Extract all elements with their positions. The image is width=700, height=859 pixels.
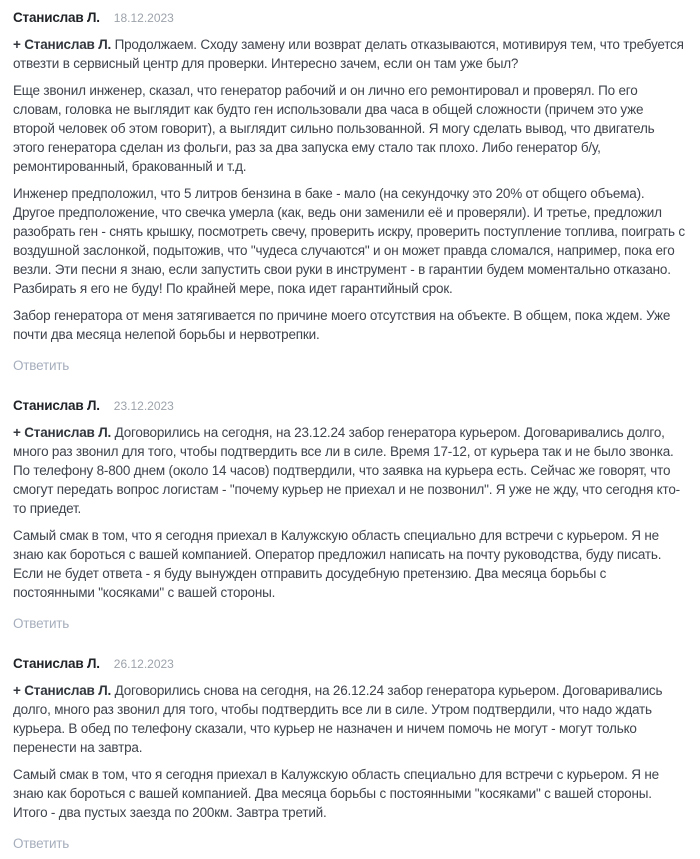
comment-date: 23.12.2023 (113, 399, 174, 413)
comment (13, 654, 686, 853)
comment-author: Станислав Л. (13, 10, 100, 25)
comment-author: Станислав Л. (13, 398, 100, 413)
comment-paragraph: Инженер предположил, что 5 литров бензина в баке - мало (на секундочку это 20% от общего объема). Другое предположение, что свечка умерла (как, ведь они заменили её и проверяли). И третье, предложил разобрать ген - снять крышку, посмотреть свечу, проверить искру, проверить поступление топлива, поиграть с воздушной заслонкой, подытожив, что "чудеса случаются" и он может правда сломался, например, пока его везли. Эти песни я знаю, если запустить свои руки в инструмент - в гарантии будем моментально отказано. Разбирать я его не буду! По крайней мере, пока идет гарантийный срок. (13, 186, 685, 296)
comment-paragraph: Еще звонил инженер, сказал, что генератор рабочий и он лично его ремонтировал и проверял. По его словам, головка не выглядит как будто ген использовали два часа в общей сложности (причем это уже второй человек об этом говорит), а выглядит сильно пользованной. Я могу сделать вывод, что двигатель этого генератора сделан из фольги, раз за два запуска ему стало так плохо. Либо генератор б/у, ремонтированный, бракованный и т.д. (13, 83, 655, 174)
reply-button[interactable]: Ответить (13, 836, 70, 851)
comment-author: Станислав Л. (13, 656, 100, 671)
comment-header (13, 8, 686, 28)
comment-date: 18.12.2023 (113, 11, 174, 25)
comment-paragraph (13, 423, 686, 518)
comment-header (13, 396, 686, 416)
comment-header (13, 654, 686, 674)
comment-paragraph: Забор генератора от меня затягивается по причине моего отсутствия на объекте. В общем, пока ждем. Уже почти два месяца нелепой борьбы и нервотрепки. (13, 308, 671, 342)
reply-button[interactable]: Ответить (13, 616, 70, 631)
paragraph-text: Договорились на сегодня, на 23.12.24 забор генератора курьером. Договаривались долго, много раз звонил для того, чтобы подтвердить все ли в силе. Время 17-12, от курьера так и не было звонка. По телефону 8-800 днем (около 14 часов) подтвердили, что заявка на курьера есть. Сейчас же говорят, что смогут передать вопрос логистам - "почему курьер не приехал и не позвонил". Я уже не жду, что сегодня кто-то приедет. (13, 425, 680, 516)
comment-paragraph: Самый смак в том, что я сегодня приехал в Калужскую область специально для встречи с курьером. Я не знаю как бороться с вашей компанией. Оператор предложил написать на почту руководства, буду писать. Если не будет ответа - я буду вынужден отправить досудебную претензию. Два месяца борьбы с постоянными "косяками" с вашей стороны. (13, 528, 662, 600)
comment-paragraph (13, 681, 686, 757)
comment (13, 396, 686, 633)
paragraph-text: Договорились снова на сегодня, на 26.12.24 забор генератора курьером. Договаривались долго, много раз звонил для того, чтобы подтвердить все ли в силе. Утром подтвердили, что надо ждать курьера. В обед по телефону сказали, что курьер не назначен и ничем помочь не могут - могут только перенести на завтра. (13, 683, 663, 755)
reply-to-author: + Станислав Л. (13, 425, 112, 440)
comment-date: 26.12.2023 (113, 657, 174, 671)
reply-to-author: + Станислав Л. (13, 37, 112, 52)
paragraph-text: Продолжаем. Сходу замену или возврат делать отказываются, мотивируя тем, что требуется отвезти в сервисный центр для проверки. Интересно зачем, если он там уже был? (13, 37, 684, 71)
reply-to-author: + Станислав Л. (13, 683, 112, 698)
comment-paragraph (13, 35, 686, 73)
comment-paragraph: Самый смак в том, что я сегодня приехал в Калужскую область специально для встречи с курьером. Я не знаю как бороться с вашей компанией. Два месяца борьбы с постоянными "косяками" с вашей стороны. Итого - два пустых заезда по 200км. Завтра третий. (13, 767, 659, 820)
comment (13, 8, 686, 375)
reply-button[interactable]: Ответить (13, 358, 70, 373)
